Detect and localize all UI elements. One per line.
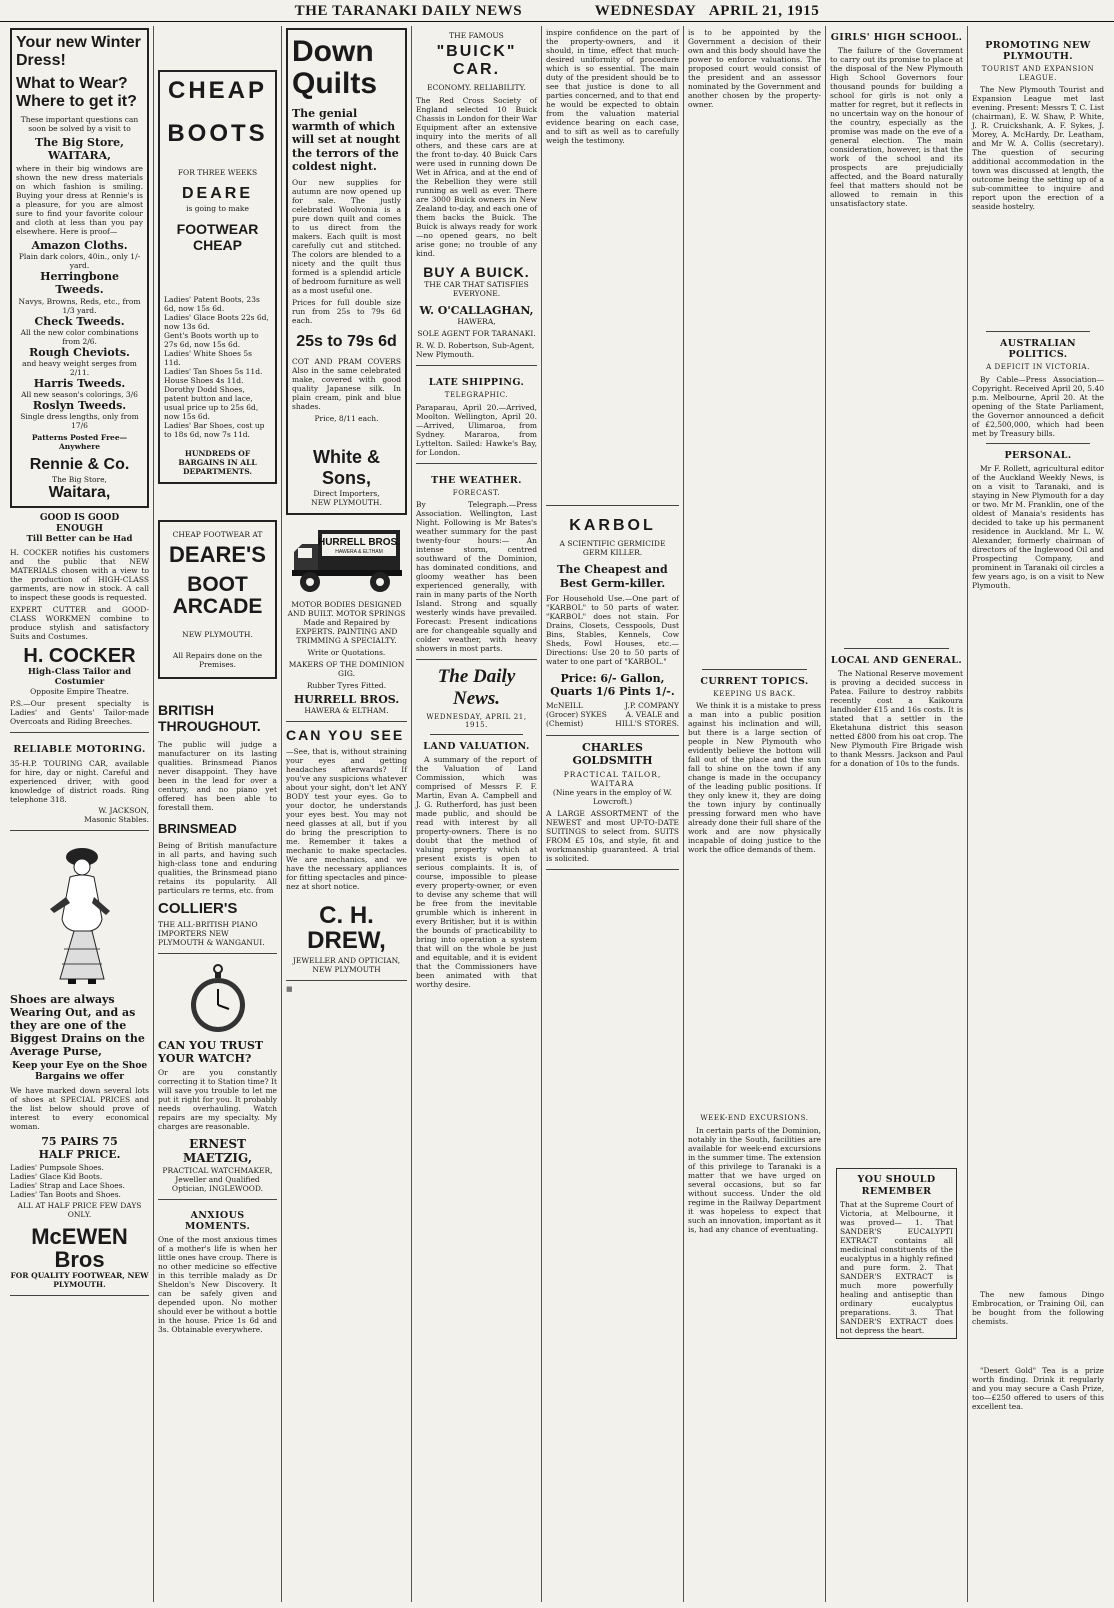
mcewen-ad	[10, 831, 149, 1297]
buick-text: The Red Cross Society of England selected 10 Buick Chassis in London for their War Equipment after an extensive inquiry into the merits of all others, and these cars are at the front to-day. 40 Buick Cars were used in running down De Wet in Africa, and at the end of the Rebellion they were still running as well as ever. There are 3000 Buick owners in New Zealand to-day, and each one of them backs the Buick. The Buick is always ready for work—no opened gears, no belt arise gone; no trouble of any kind.	[416, 95, 537, 258]
cocker-text-2: EXPERT CUTTER and GOOD-CLASS WORKMEN combine to produce stylish and satisfactory Suits and Costumes.	[10, 605, 149, 642]
cloth-item: Amazon Cloths. Plain dark colors, 40in., only 1/- yard.	[18, 238, 141, 271]
masthead-date: APRIL 21, 1915	[708, 3, 820, 19]
late-shipping	[416, 366, 537, 463]
enough: ENOUGH	[56, 523, 103, 534]
cocker-text: H. COCKER notifies his customers and the public that NEW MATERIALS chosen with a view to the production of HIGH-CLASS garments, are now in stock. A call to inspect these goods is requested.	[10, 548, 149, 603]
motoring-name: W. JACKSON,	[98, 805, 149, 815]
deare-boots-ad	[158, 70, 277, 484]
karbol-text: For Household Use.—One part of "KARBOL" to 50 parts of water. "KARBOL" does not stain. For Drains, Closets, Cesspools, Dust Bins, Stables, Kennels, Cow Sheds, Fowl Houses, etc.—Directions: Use 20 to 50 parts of water to one part of "KARBOL."	[546, 593, 679, 666]
cloth-item: Roslyn Tweeds. Single dress lengths, only from 17/6	[20, 399, 139, 431]
repairs-note: All Repairs done on the Premises.	[172, 651, 263, 670]
brinsmead-text: Being of British manufacture in all parts, and having such high-class tone and enduring qualities, the Brinsmead piano retains its popularity. All particulars re terms, etc. from	[158, 841, 277, 896]
woman-illustration	[30, 839, 130, 989]
weekend-head: WEEK-END EXCURSIONS.	[700, 1114, 809, 1123]
anxious-text: One of the most anxious times of a mother's life is when her little ones have croup. There is no other medicine so effective in this terrible malady as Dr Sheldon's New Discovery. It can be safely given and depended upon. No mother should ever be without a bottle in the house. Price 1s 6d and 3s. Obtainable everywhere.	[158, 1235, 277, 1335]
boot-arcade: BOOT ARCADE	[172, 573, 263, 619]
economy-reliability: ECONOMY. RELIABILITY.	[427, 82, 526, 92]
white-sons-ad	[286, 28, 407, 515]
rennie-name: Rennie & Co.	[29, 456, 130, 474]
column-3-filler: ■	[286, 985, 296, 994]
karbol-agents-right: J.P. COMPANY A. VEALE and HILL'S STORES.	[615, 701, 679, 728]
deficit-sub: A DEFICIT IN VICTORIA.	[986, 363, 1090, 372]
weather-head: THE WEATHER.	[431, 474, 522, 486]
weather-text: By Telegraph.—Press Association. Wellington, Last Night. Following is Mr Bates's weather summary for the past twenty-four hours:— An intense storm, centred southward of the Dominion, has dominated conditions, and gloomy weather has been experienced generally, with rain in many parts of the North Island. Strong and squally westerly winds have prevailed. Forecast: Present indications are for changeable squally and colder weather, with heavy showers in most parts.	[416, 499, 537, 653]
cocker-ad	[10, 508, 149, 733]
newspaper-page	[6, 26, 1108, 1602]
karbol-sub: A SCIENTIFIC GERMICIDE GERM KILLER.	[559, 539, 666, 558]
karbol-agents-left: McNEILL (Grocer) SYKES (Chemist)	[546, 701, 607, 728]
goldsmith-ad	[546, 736, 679, 870]
british-text: The public will judge a manufacturer on its lasting qualities. Brinsmead Pianos never disappoint. They have been in the lead for over a century, and no piano yet offered has been able to forestall them.	[158, 740, 277, 813]
column-6	[684, 26, 826, 1602]
see-headline: CAN YOU SEE	[286, 726, 405, 743]
remember-head: YOU SHOULD REMEMBER	[857, 1174, 936, 1197]
write-quotations: Write or Quotations.	[307, 647, 386, 657]
girls-school-text: The failure of the Government to carry out its promise to place at the disposal of the New Plymouth High School Governors four thousand pounds for building a school for girls is not only a matter for regret, but it reflects in no uncertain way on the honour of the country, especially as the promise was made on the eve of a general election. The main consideration, however, is that the work of the school and its prospects are prejudicially affected, and the Board naturally feel that matters should not be allowed to remain in this unsatisfactory state.	[830, 46, 963, 209]
mcewen-name: McEWEN Bros	[31, 1224, 128, 1273]
footwear-cheap: FOOTWEAR CHEAP	[176, 220, 259, 253]
price-item: Ladies' Glace Boots 22s 6d, now 13s 6d.	[164, 312, 269, 331]
price-item: Gent's Boots worth up to 27s 6d, now 15s 6d.	[164, 330, 259, 349]
keeping-us-back-text: We think it is a mistake to press a man into a public position against his inclination and will, but there is a large section of people in New Plymouth who evidently believe the bottom will fall out of the place and the sun fall to shine on the town if any change is made in the occupancy of the leading public positions. If they only knew it, they are doing the town injury by continually pressing forward men who have already done their full share of the work and are now physically incapable of doing justice to the work the office demands of them.	[688, 701, 821, 855]
anxious-moments	[158, 1200, 277, 1334]
sanders-ad	[836, 1168, 957, 1338]
karbol-price: Price: 6/- Gallon, Quarts 1/6 Pints 1/-.	[550, 671, 675, 698]
editorial	[416, 666, 537, 990]
rennie-intro: These important questions can soon be solved by a visit to	[20, 114, 139, 133]
shoe-list-item: Ladies' Strap and Lace Shoes.	[10, 1181, 125, 1191]
land-valuation-head: LAND VALUATION.	[423, 741, 530, 753]
cheap-footwear-at: CHEAP FOOTWEAR AT	[172, 529, 263, 539]
brinsmead-ad	[158, 679, 277, 953]
famous-label: THE FAMOUS	[449, 31, 504, 40]
local-general-text: The National Reserve movement is proving a decided success in Patea. Failure to destroy rabbits recently cost a Kaikoura landholder £15 and 16s costs. It is stated that a settler in the Eketahuna district this season netted £800 from his oat crop. The New Plymouth Fire Brigade wish to thank Messrs. Jackson and Paul for a donation of 10s to the funds.	[830, 669, 963, 769]
pairs-label: 75 PAIRS 75	[41, 1134, 118, 1148]
boot-arcade-ad	[158, 520, 277, 679]
deare-name: DEARE	[181, 185, 253, 203]
rennie-sub: The Big Store,	[52, 474, 107, 484]
price-item: House Shoes 4s 11d.	[164, 375, 244, 385]
keeping-us-back-head: KEEPING US BACK.	[713, 690, 796, 699]
local-general-head: LOCAL AND GENERAL.	[830, 655, 963, 667]
see-text: —See, that is, without straining your eyes and getting headaches afterwards? If you've any suspicions whatever about your sight, don't let ANY BODY test your eyes. Go to your doctor, he understands your eyes best. You may not need glasses at all, but if you do bring the prescription to me. Remember it takes a mechanic to make spectacles. We are mechanics, and we have the necessary appliances for fitting spectacles and pince-nez at short notice.	[286, 746, 407, 891]
price-item: Ladies' Tan Shoes 5s 11d.	[164, 366, 263, 376]
tourist-league-sub: TOURIST AND EXPANSION LEAGUE.	[981, 65, 1095, 82]
boots-heading: BOOTS	[167, 120, 268, 148]
colliers-sub: THE ALL-BRITISH PIANO IMPORTERS NEW PLYMOUTH & WANGANUI.	[158, 919, 265, 947]
personal-text: Mr F. Rollett, agricultural editor of the Auckland Weekly News, is on a visit to Taranaki, and is staying in New Plymouth for a day or two. Mr M. Franklin, one of the oldest of Manaia's residents has decided to take up his permanent residence in Auckland. Mr L. W. Alexander, formerly chairman of directors of the Inglewood Oil and Prospecting Company, and prominent in Taranaki oil circles a few years ago, is on a visit to New Plymouth.	[972, 463, 1104, 590]
cocker-address: Opposite Empire Theatre.	[30, 687, 129, 697]
personal-head: PERSONAL.	[1004, 449, 1072, 461]
deficit-text: By Cable—Press Association—Copyright. Received April 20, 5.40 p.m. Melbourne, April 20. At the opening of the State Parliament, the Governor announced a deficit of £2,500,000, which had been met by Treasury bills.	[972, 374, 1104, 438]
cot-price: Price, 8/11 each.	[314, 414, 379, 424]
motoring-address: Masonic Stables.	[84, 814, 149, 824]
masthead	[0, 0, 1114, 22]
winter-headline: Your new Winter Dress!	[16, 34, 141, 70]
sub-agent: R. W. D. Robertson, Sub-Agent, New Plymouth.	[416, 341, 535, 360]
dingo-text: The new famous Dingo Embrocation, or Training Oil, can be bought from the following chemists.	[972, 1289, 1104, 1326]
valuation-continued: is to be appointed by the Government a decision of their own and this body should have the power to enforce valuations. The proposed court would consist of the president and an assessor nominated by the Government and another chosen by the property-owner.	[688, 28, 821, 109]
colliers-name: COLLIER'S	[158, 900, 238, 918]
buick-satisfies: THE CAR THAT SATISFIES EVERYONE.	[424, 279, 529, 298]
remember-text: That at the Supreme Court of Victoria, at Melbourne, it was proved— 1. That SANDER'S EUCALYPTI EXTRACT contains all medicinal constituents of the eucalyptus in a highly refined and pure form. 2. That SANDER'S EXTRACT is much more powerfully healing and antiseptic than ordinary eucalyptus preparations. 3. That SANDER'S EXTRACT does not depress the heart.	[840, 1199, 953, 1335]
store-name: The Big Store, WAITARA,	[35, 135, 124, 162]
goldsmith-name: CHARLES GOLDSMITH	[572, 740, 653, 767]
promoting-head: PROMOTING NEW PLYMOUTH.	[985, 40, 1091, 63]
rennie-ad	[10, 28, 149, 508]
shoes-text: We have marked down several lots of shoes at SPECIAL PRICES and the list below should prove of interest to every economical woman.	[10, 1085, 149, 1131]
shoes-sub: Keep your Eye on the Shoe Bargains we offer	[11, 1061, 148, 1083]
price-item: Ladies' Bar Shoes, cost up to 18s 6d, now 7s 11d.	[164, 420, 265, 439]
rennie-town: Waitara,	[48, 483, 111, 501]
maetzig-name: ERNEST MAETZIG,	[182, 1136, 253, 1166]
store-blurb: where in their big windows are shown the new dress materials on which fashion is smiling. Buying your dress at Rennie's is a pleasure, for you are almost sure to find your favorite colour and cloth at less than you pay elsewhere. Here is proof—	[16, 163, 143, 236]
masthead-day: WEDNESDAY	[594, 3, 697, 19]
truck-sign: HURRELL BROS.	[317, 536, 400, 548]
white-sons-location: NEW PLYMOUTH.	[311, 497, 382, 507]
maetzig-sub: PRACTICAL WATCHMAKER, Jeweller and Qualified Optician, INGLEWOOD.	[162, 1165, 273, 1193]
editorial-date: WEDNESDAY, APRIL 21, 1915.	[426, 712, 527, 730]
column-1	[6, 26, 154, 1602]
quilts-text: Our new supplies for autumn are now opened up for sale. The justly celebrated Woolvonia is a pure down quilt and comes to us direct from the makers. Each quilt is most carefully cut and stitched. The colors are blended to a nicety and the quilt thus formed is a splendid article of bedroom furniture as well as a most useful one.	[292, 177, 401, 295]
price-item: Ladies' Patent Boots, 23s 6d, now 15s 6d.	[164, 294, 260, 313]
motoring-text: 35-H.P. TOURING CAR, available for hire, day or night. Careful and experienced driver, with good knowledge of district roads. Ring telephone 318.	[10, 758, 149, 804]
cocker-trade: High-Class Tailor and Costumier	[27, 667, 132, 688]
hurrell-name: HURRELL BROS.	[293, 692, 400, 706]
patterns-posted: Patterns Posted Free—Anywhere	[31, 433, 128, 452]
truck-sign-sub: HAWERA & ELTHAM	[334, 548, 383, 555]
white-sons-name: White & Sons,	[313, 447, 380, 489]
cot-covers: COT AND PRAM COVERS Also in the same celebrated make, covered with good quality Japanese silk. In plain cream, pink and blue shades.	[292, 357, 401, 412]
wear-question: What to Wear?	[16, 74, 128, 92]
bargains: HUNDREDS OF BARGAINS IN ALL DEPARTMENTS.	[178, 448, 257, 476]
column-8	[968, 26, 1108, 1602]
motoring-head: RELIABLE MOTORING.	[13, 744, 146, 756]
land-valuation-text: A summary of the report of the Valuation of Land Commission, which was comprised of Messrs F. F. Martin, Evan A. Campbell and J. G. Rutherford, has just been made public, and should be read with interest by all property-owners. There is no doubt that the method of valuing property which at present exists is open to serious complaints. It is, of course, impossible to please every property-owner, or even to devise any scheme that will be free from the inevitable grumble which is inherent in every Britisher, but it is within the bounds of practicability to bring into operation a system that will on the whole be just and equitable, and it is evident that the Commissioners have been animated with that worthy desire.	[416, 755, 537, 990]
forecast-label: FORECAST.	[452, 488, 501, 497]
motor-truck-illustration	[288, 524, 406, 596]
masthead-title: THE TARANAKI DAILY NEWS	[294, 3, 523, 19]
column-2	[154, 26, 282, 1602]
drew-name: C. H. DREW,	[307, 901, 386, 955]
dominion-gig: MAKERS OF THE DOMINION GIG.	[288, 659, 405, 678]
arcade-location: NEW PLYMOUTH.	[182, 630, 253, 640]
half-price: HALF PRICE.	[38, 1147, 121, 1161]
cloth-item: Check Tweeds. All the new color combinations from 2/6.	[20, 314, 139, 346]
karbol-ad	[546, 505, 679, 736]
column-3	[282, 26, 412, 1602]
shipping-head: LATE SHIPPING.	[428, 377, 525, 389]
motoring-ad	[10, 733, 149, 830]
down-heading: Down	[292, 35, 374, 68]
shoe-list-item: Ladies' Glace Kid Boots.	[10, 1172, 103, 1182]
shipping-telegraphic: TELEGRAPHIC.	[444, 391, 509, 400]
column-7	[826, 26, 968, 1602]
australian-politics-head: AUSTRALIAN POLITICS.	[999, 337, 1077, 361]
karbol-agents	[546, 702, 679, 729]
deares-name: DEARE'S	[169, 541, 266, 567]
daily-news-title: The Daily News.	[437, 665, 516, 710]
karbol-name: KARBOL	[569, 517, 656, 534]
shoe-list-item: Ladies' Tan Boots and Shoes.	[10, 1190, 121, 1200]
current-topics-head: CURRENT TOPICS.	[700, 676, 809, 687]
goldsmith-text: A LARGE ASSORTMENT of the NEWEST and most UP-TO-DATE SUITINGS to select from. SUITS FROM £5 10s, and style, fit and workmanship guaranteed. A trial is solicited.	[546, 809, 679, 864]
cheapest-germ-killer: The Cheapest and Best Germ-killer.	[557, 563, 668, 590]
desert-gold-text: "Desert Gold" Tea is a prize worth finding. Drink it regularly and you may secure a Cash Prize, too—£250 offered to users of this excellent tea.	[972, 1365, 1104, 1411]
quilts-prices: Prices for full double size run from 25s to 79s 6d each.	[292, 297, 401, 325]
promoting-text: The New Plymouth Tourist and Expansion League met last evening. Present: Messrs T. C. List (chairman), E. W. Shaw, P. White, J. R. Cruickshank, A. F. Sykes, J. Morey, A. McHardy, Dr. Leatham, and Mr W. A. Collis (secretary). The question of securing additional accommodation in the town was discussed at length, the outcome being the setting up of a sub-committee to inquire and report upon the erection of a seaside hostelry.	[972, 84, 1104, 211]
shoe-list-item: Ladies' Pumpsole Shoes.	[10, 1163, 104, 1173]
brinsmead-name: BRINSMEAD	[158, 821, 237, 837]
goldsmith-trade: PRACTICAL TAILOR, WAITARA	[563, 770, 662, 789]
cocker-name: H. COCKER	[23, 645, 136, 668]
sole-agent: SOLE AGENT FOR TARANAKI.	[417, 329, 536, 339]
trust-text: Or are you constantly correcting it to Station time? It will save you trouble to let me put it right for you. It probably needs overhauling. Watch repairs are my specialty. My charges are reasonable.	[158, 1067, 277, 1131]
shipping-text: Paraparau, April 20.—Arrived, Moolton. Wellington, April 20.—Arrived, Ulimaroa, from Sydney. Mararoa, from Lyttelton. Sailed: Hawke's Bay, for London.	[416, 402, 537, 457]
till-better: Till Better can be Had	[26, 534, 133, 545]
genial-warmth: The genial warmth of which will set at nought the terrors of the coldest night.	[292, 107, 401, 173]
buick-ad	[416, 26, 537, 366]
cloth-item: Rough Cheviots. and heavy weight serges from 2/11.	[22, 345, 137, 377]
ocallaghan-town: HAWERA,	[457, 317, 496, 327]
editorial-continued: inspire confidence on the part of the property-owners, and it should, in time, effect that much-desired uniformity of procedure which is so essential. The main duty of the president should be to see that justice is done to all parties concerned, and to that end he would be expected to obtain from the valuation material evidence bearing on each case, and to sift as well as to carefully weigh the testimony.	[546, 28, 679, 145]
weather-report	[416, 464, 537, 660]
weekend-text: In certain parts of the Dominion, notably in the South, facilities are available for week-end excursions in the summer time. The extension of this privilege to Taranaki is a matter that we have urged on several occasions, but so far without success. Under the old regime in the Railway Department it was hopeless to expect that such an innovation, important as it is, had any chance of eventuating.	[688, 1125, 821, 1234]
trust-headline: CAN YOU TRUST YOUR WATCH?	[158, 1038, 264, 1065]
maetzig-ad	[158, 954, 277, 1200]
column-5	[542, 26, 684, 1602]
rubber-tyres: Rubber Tyres Fitted.	[306, 680, 387, 690]
anxious-head: ANXIOUS MOMENTS.	[184, 1209, 251, 1232]
buick-heading: "BUICK" CAR.	[436, 43, 517, 79]
price-item: Ladies' White Shoes 5s 11d.	[164, 348, 252, 367]
hurrell-ad	[286, 515, 407, 722]
get-question: Where to get it?	[16, 93, 137, 111]
goldsmith-sub: (Nine years in the employ of W. Lowcroft.)	[552, 788, 673, 807]
shoes-headline: Shoes are always Wearing Out, and as they are one of the Biggest Drains on the Average Purse,	[10, 992, 145, 1059]
mcewen-sub: FOR QUALITY FOOTWEAR, NEW PLYMOUTH.	[10, 1271, 149, 1290]
cocker-ps: P.S.—Our present specialty is Ladies' and Gents' Tailor-made Overcoats and Riding Breeches.	[10, 699, 149, 727]
motor-text: MOTOR BODIES DESIGNED AND BUILT. MOTOR SPRINGS Made and Repaired by EXPERTS. PAINTING AND TRIMMING A SPECIALTY.	[287, 599, 406, 645]
cloth-item: Harris Tweeds. All new season's colorings, 3/6	[21, 376, 138, 400]
girls-school-head: GIRLS' HIGH SCHOOL.	[830, 32, 963, 43]
good-is-good: GOOD IS GOOD	[39, 513, 120, 524]
ocallaghan-name: W. O'CALLAGHAN,	[419, 303, 534, 317]
three-weeks: FOR THREE WEEKS	[177, 168, 258, 178]
direct-importers: Direct Importers,	[313, 488, 380, 498]
drew-sub: JEWELLER AND OPTICIAN, NEW PLYMOUTH	[292, 956, 401, 975]
quilts-heading: Quilts	[292, 66, 378, 100]
price-item: Dorothy Dodd Shoes, patent button and lace, usual price up to 25s 6d, now 15s 6d.	[164, 384, 259, 421]
drew-ad	[286, 722, 407, 981]
price-range: 25s to 79s 6d	[296, 332, 397, 350]
column-4	[412, 26, 542, 1602]
buy-a-buick: BUY A BUICK.	[423, 263, 530, 280]
pocket-watch-illustration	[188, 963, 248, 1035]
going-to-make: is going to make	[186, 203, 249, 213]
hurrell-address: HAWERA & ELTHAM.	[304, 705, 389, 715]
cloth-item: Herringbone Tweeds. Navys, Browns, Reds, etc., from 1/3 yard.	[18, 270, 141, 315]
cheap-heading: CHEAP	[167, 77, 267, 104]
shoes-offer: ALL AT HALF PRICE FEW DAYS ONLY.	[17, 1201, 142, 1220]
price-list	[164, 295, 271, 439]
british-throughout: BRITISH THROUGHOUT.	[158, 702, 261, 735]
